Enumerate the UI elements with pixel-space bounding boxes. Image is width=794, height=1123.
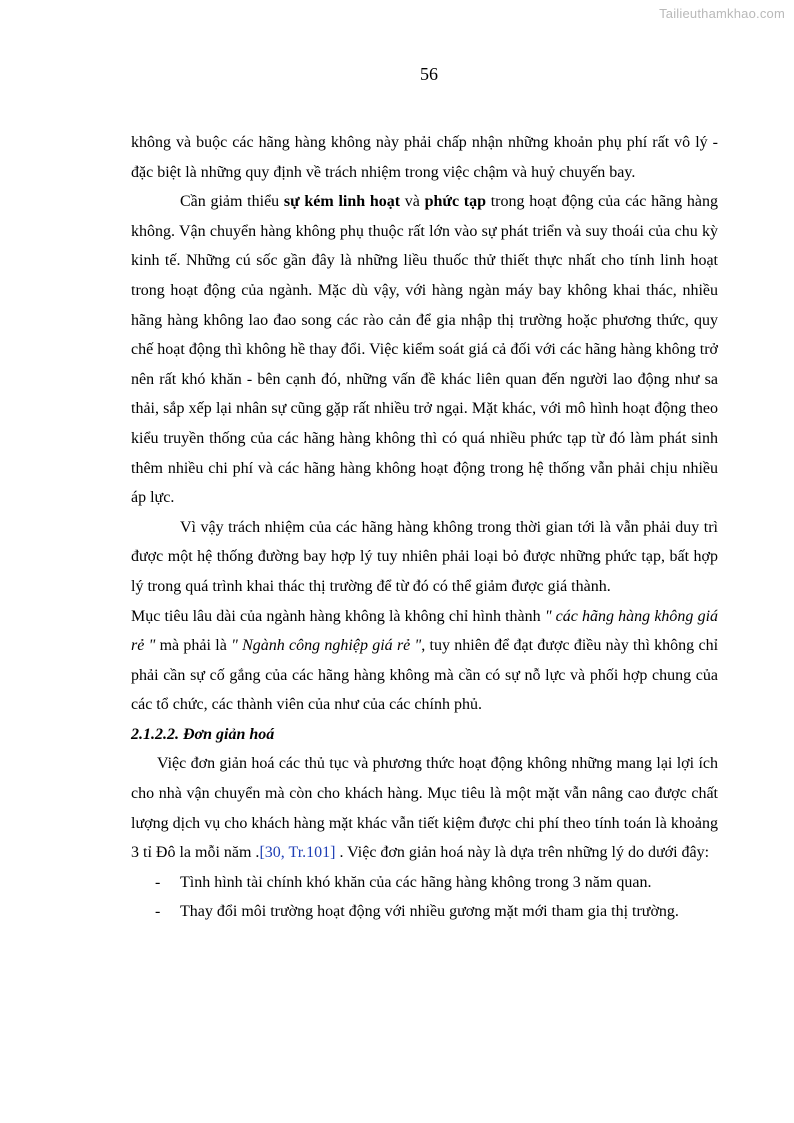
section-heading: 2.1.2.2. Đơn giản hoá: [131, 725, 275, 743]
paragraph-4-text-a: Mục tiêu lâu dài của ngành hàng không là không chỉ hình thành: [131, 607, 545, 625]
paragraph-2-text-a: Cần giảm thiểu: [180, 193, 284, 211]
reasons-list: [131, 868, 718, 927]
paragraph-2-text-e: trong hoạt động của các hãng hàng không. Vận chuyển hàng không phụ thuộc rất lớn vào sự phát triển và suy thoái của chu kỳ kinh tế. Những cú sốc gần đây là những liều thuốc thử thiết thực nhất cho tính linh hoạt trong hoạt động của ngành. Mặc dù vậy, với hàng ngàn máy bay không khai thác, nhiều hãng hàng không lao đao song các rào cản để gia nhập thị trường hoặc phương thức, quy chế hoạt động thì không hề thay đổi. Việc kiểm soát giá cả đối với các hãng hàng không trở nên rất khó khăn - bên cạnh đó, những vấn đề khác liên quan đến người lao động như sa thải, sắp xếp lại nhân sự cũng gặp rất nhiều trở ngại. Mặt khác, với mô hình hoạt động theo kiểu truyền thống của các hãng hàng không thì có quá nhiều phức tạp từ đó làm phát sinh thêm nhiều chi phí và các hãng hàng không hoạt động trong hệ thống vẫn phải chịu nhiều áp lực.: [131, 193, 718, 507]
dash-bullet: -: [155, 873, 161, 891]
paragraph-1: không và buộc các hãng hàng không này phải chấp nhận những khoản phụ phí rất vô lý - đặc biệt là những quy định về trách nhiệm trong việc chậm và huỷ chuyến bay.: [131, 134, 718, 181]
paragraph-4-text-e: , tuy nhiên để đạt được điều này thì không chỉ phải cần sự cố gắng của các hãng hàng không mà cần có sự nỗ lực và phối hợp chung của các tổ chức, các thành viên của như của các chính phủ.: [131, 637, 719, 714]
paragraph-4: [131, 602, 718, 720]
paragraph-5: [131, 749, 718, 867]
paragraph-5-text-b: . Việc đơn giản hoá này là dựa trên những lý do dưới đây:: [335, 844, 710, 862]
watermark: Tailieuthamkhao.com: [659, 6, 785, 21]
bold-phrase-complexity: phức tạp: [424, 193, 487, 211]
italic-quote-low-cost-industry: " Ngành công nghiệp giá rẻ ": [231, 637, 422, 655]
list-item: [131, 868, 718, 898]
paragraph-5-text-a: Việc đơn giản hoá các thủ tục và phương thức hoạt động không những mang lại lợi ích cho nhà vận chuyển mà còn cho khách hàng. Mục tiêu là một mặt vẫn nâng cao được chất lượng dịch vụ cho khách hàng mặt khác vẫn tiết kiệm được chi phí theo tính toán là khoảng 3 tỉ Đô la mỗi năm .: [131, 755, 718, 862]
paragraph-2: [131, 187, 718, 513]
paragraph-2-text-c: và: [400, 193, 425, 211]
document-body: [131, 128, 718, 927]
bold-phrase-inflexibility: sự kém linh hoạt: [283, 193, 401, 211]
page-number: 56: [420, 64, 438, 84]
list-item: [131, 897, 718, 927]
italic-quote-low-cost-airlines: " các hãng hàng không giá rẻ ": [131, 607, 719, 655]
list-item-text: Tình hình tài chính khó khăn của các hãng hàng không trong 3 năm quan.: [180, 873, 652, 891]
dash-bullet: -: [155, 903, 161, 921]
list-item-text: Thay đổi môi trường hoạt động với nhiều gương mặt mới tham gia thị trường.: [180, 903, 679, 921]
citation-link[interactable]: [30, Tr.101]: [259, 844, 336, 862]
paragraph-4-text-c: mà phải là: [155, 637, 232, 655]
paragraph-3: Vì vậy trách nhiệm của các hãng hàng không trong thời gian tới là vẫn phải duy trì được một hệ thống đường bay hợp lý tuy nhiên phải loại bỏ được những phức tạp, bất hợp lý trong quá trình khai thác thị trường để từ đó có thể giảm được giá thành.: [131, 518, 718, 595]
